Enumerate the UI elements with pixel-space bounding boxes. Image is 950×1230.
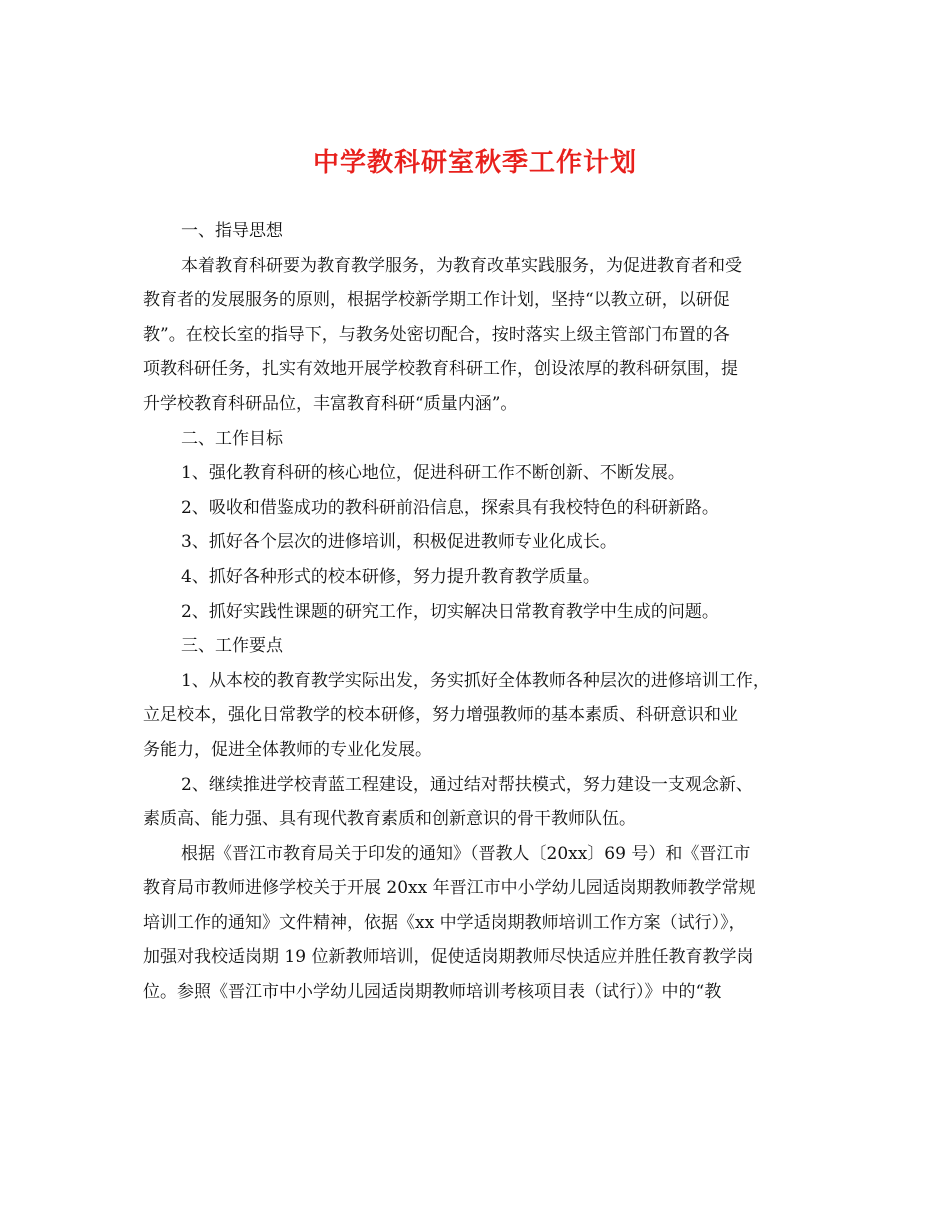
text-line: 培训工作的通知》文件精神，依据《xx 中学适岗期教师培训工作方案（试行）》， [143,912,746,933]
text-line: 一、指导思想 [181,221,283,241]
text-line: 项教科研任务，扎实有效地开展学校教育科研工作，创设浓厚的教科研氛围，提 [143,359,738,380]
text-line: 1、从本校的教育教学实际出发，务实抓好全体教师各种层次的进修培训工作， [181,670,770,691]
text-line: 教育局市教师进修学校关于开展 20xx 年晋江市中小学幼儿园适岗期教师教学常规 [143,878,756,899]
text-line: 务能力，促进全体教师的专业化发展。 [143,739,432,760]
text-line: 升学校教育科研品位，丰富教育科研“质量内涵”。 [143,393,518,414]
text-line: 4、抓好各种形式的校本研修，努力提升教育教学质量。 [181,566,600,587]
text-line: 1、强化教育科研的核心地位，促进科研工作不断创新、不断发展。 [181,463,685,484]
text-line: 2、抓好实践性课题的研究工作，切实解决日常教育教学中生成的问题。 [181,601,719,622]
text-line: 加强对我校适岗期 19 位新教师培训，促使适岗期教师尽快适应并胜任教育教学岗 [143,947,754,968]
text-line: 素质高、能力强、具有现代教育素质和创新意识的骨干教师队伍。 [143,809,636,830]
text-line: 本着教育科研要为教育教学服务，为教育改革实践服务，为促进教育者和受 [181,255,742,276]
text-line: 立足校本，强化日常教学的校本研修，努力增强教师的基本素质、科研意识和业 [143,705,738,726]
text-line: 教”。在校长室的指导下，与教务处密切配合，按时落实上级主管部门布置的各 [143,324,730,345]
text-line: 教育者的发展服务的原则，根据学校新学期工作计划，坚持“以教立研，以研促 [143,290,730,311]
text-line: 根据《晋江市教育局关于印发的通知》（晋教人〔20xx〕69 号）和《晋江市 [181,843,751,864]
text-line: 3、抓好各个层次的进修培训，积极促进教师专业化成长。 [181,532,617,553]
text-line: 位。参照《晋江市中小学幼儿园适岗期教师培训考核项目表（试行）》中的“教 [143,982,722,1003]
document-title: 中学教科研室秋季工作计划 [312,148,637,178]
text-line: 三、工作要点 [181,636,283,657]
text-line: 二、工作目标 [181,428,283,449]
text-line: 2、吸收和借鉴成功的教科研前沿信息，探索具有我校特色的科研新路。 [181,497,719,518]
document-body [0,214,950,1010]
text-line: 2、继续推进学校青蓝工程建设，通过结对帮扶模式，努力建设一支观念新、 [181,774,753,795]
